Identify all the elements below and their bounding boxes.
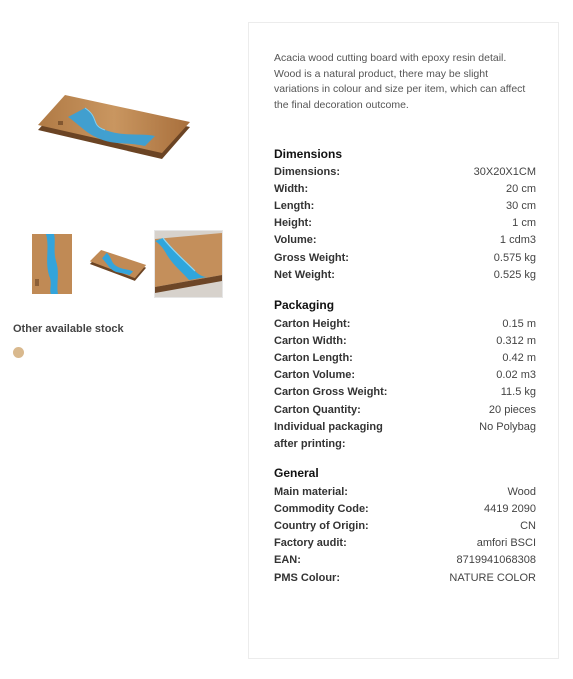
spec-row — [274, 351, 536, 365]
other-stock-title: Other available stock — [13, 323, 124, 335]
thumbnail-strip — [22, 230, 223, 298]
spec-row — [274, 251, 536, 265]
spec-value: 0.42 m — [502, 352, 536, 365]
color-swatch-natural[interactable] — [13, 347, 24, 358]
spec-value: 1 cm — [512, 217, 536, 230]
product-description: Acacia wood cutting board with epoxy resin detail. Wood is a natural product, there may be slight variations in colour and size per item, which can affect the final decoration outcome. — [274, 52, 526, 111]
spec-label: Height: — [274, 217, 312, 230]
spec-value: 0.15 m — [502, 318, 536, 330]
spec-label: Carton Quantity: — [274, 403, 361, 416]
spec-value: 8719941068308 — [456, 554, 536, 567]
spec-label: Carton Length: — [274, 352, 353, 365]
cutting-board-image — [30, 85, 200, 165]
spec-label: Carton Volume: — [274, 369, 356, 382]
spec-value: CN — [520, 520, 536, 533]
spec-label: Commodity Code: — [274, 503, 369, 516]
spec-label: Main material: — [274, 486, 348, 498]
general-title: General — [274, 466, 319, 480]
spec-label: Width: — [274, 183, 309, 196]
spec-label: Length: — [274, 200, 315, 213]
spec-label: Dimensions: — [274, 166, 341, 178]
spec-value: 0.02 m3 — [496, 369, 536, 382]
spec-label: Net Weight: — [274, 268, 335, 281]
spec-row — [274, 536, 536, 550]
spec-label: Gross Weight: — [274, 251, 349, 264]
spec-label: Factory audit: — [274, 537, 347, 550]
thumbnail-angle-view[interactable] — [88, 230, 148, 298]
spec-row — [274, 368, 536, 382]
spec-row — [274, 519, 536, 533]
spec-label: EAN: — [274, 554, 301, 567]
spec-value: 0.575 kg — [493, 251, 536, 264]
spec-label: after printing: — [274, 437, 346, 450]
product-main-image[interactable] — [30, 85, 200, 165]
spec-label: Volume: — [274, 234, 317, 247]
spec-label: Carton Width: — [274, 335, 347, 348]
spec-row — [274, 437, 536, 451]
spec-value: 4419 2090 — [484, 503, 536, 516]
spec-row — [274, 182, 536, 196]
spec-value: 20 cm — [506, 183, 536, 196]
spec-value: 11.5 kg — [500, 386, 536, 399]
product-info-panel — [248, 22, 559, 659]
spec-value: No Polybag — [479, 420, 536, 433]
board-closeup-view-image — [155, 231, 222, 297]
spec-row — [274, 502, 536, 516]
spec-row — [274, 571, 536, 585]
spec-value: 0.312 m — [496, 335, 536, 348]
spec-row — [274, 233, 536, 247]
spec-row — [274, 485, 536, 499]
dimensions-title: Dimensions — [274, 147, 343, 161]
board-angle-view-image — [88, 244, 148, 284]
spec-label: Carton Height: — [274, 318, 351, 330]
spec-label: Carton Gross Weight: — [274, 386, 388, 399]
spec-row — [274, 165, 536, 179]
spec-value: 20 pieces — [488, 403, 536, 416]
spec-value: 1 cdm3 — [499, 234, 536, 247]
thumbnail-closeup-view[interactable] — [154, 230, 223, 298]
spec-row — [274, 385, 536, 399]
spec-value: 0.525 kg — [493, 268, 536, 281]
spec-value: amfori BSCI — [476, 537, 536, 550]
spec-row — [274, 216, 536, 230]
spec-row — [274, 199, 536, 213]
spec-row — [274, 553, 536, 567]
spec-row — [274, 403, 536, 417]
spec-row — [274, 334, 536, 348]
spec-label: Individual packaging — [274, 420, 383, 433]
spec-row — [274, 268, 536, 282]
spec-value: 30X20X1CM — [473, 166, 536, 178]
board-top-view-image — [30, 233, 74, 295]
spec-row — [274, 420, 536, 434]
spec-label: PMS Colour: — [274, 571, 340, 584]
spec-row — [274, 317, 536, 331]
spec-value: NATURE COLOR — [449, 571, 536, 584]
spec-label: Country of Origin: — [274, 520, 369, 533]
packaging-title: Packaging — [274, 298, 335, 312]
spec-value: 30 cm — [506, 200, 536, 213]
thumbnail-top-view[interactable] — [22, 230, 82, 298]
spec-value: Wood — [507, 486, 536, 498]
